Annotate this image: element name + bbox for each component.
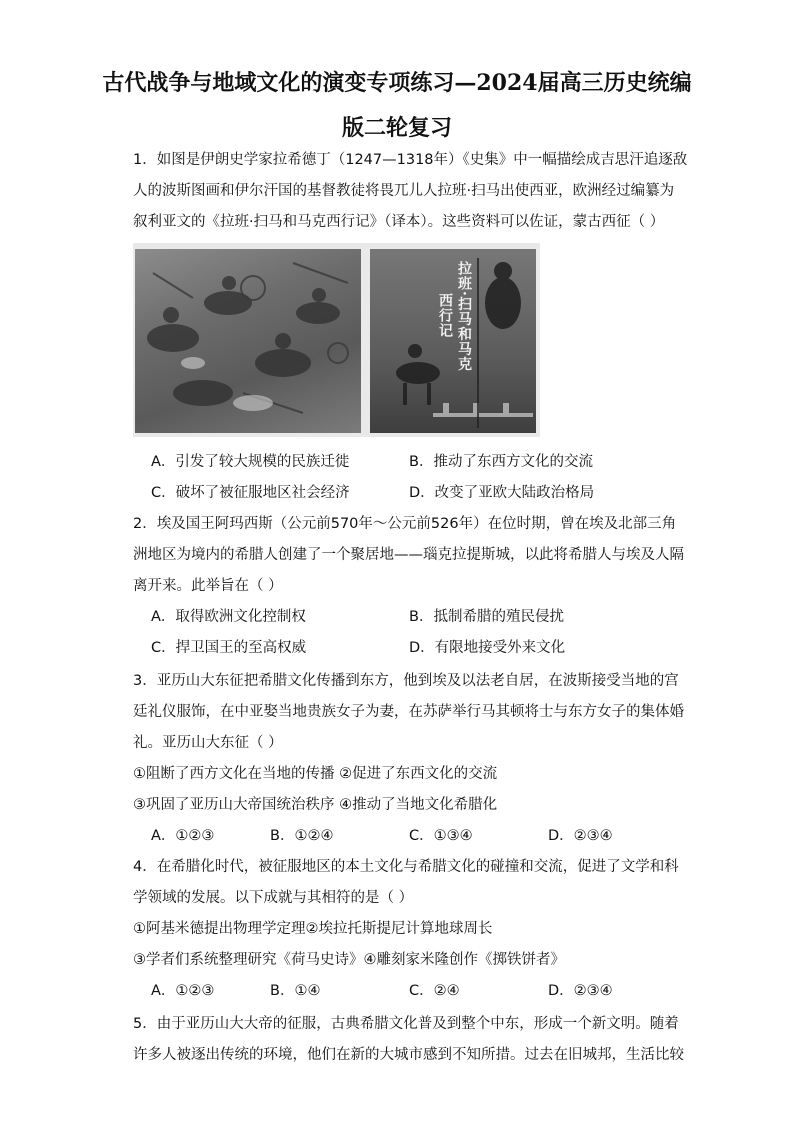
q4-item-line2: ③学者们系统整理研究《荷马史诗》④雕刻家米隆创作《掷铁饼者》 (133, 952, 565, 968)
q4-item-line1: ①阿基米德提出物理学定理②埃拉托斯提尼计算地球周长 (133, 921, 493, 937)
q2-option-d[interactable]: D．有限地接受外来文化 (409, 640, 566, 656)
q5-stem-line2: 许多人被逐出传统的环境，他们在新的大城市感到不知所措。过去在旧城邦，生活比较 (133, 1047, 684, 1063)
q1-option-c[interactable]: C．破坏了被征服地区社会经济 (151, 485, 350, 501)
q4-option-c[interactable]: C．②④ (409, 983, 460, 999)
q4-option-a[interactable]: A．①②③ (151, 983, 215, 999)
q3-stem-line2: 廷礼仪服饰，在中亚娶当地贵族女子为妻，在苏萨举行马其顿将士与东方女子的集体婚 (133, 704, 684, 720)
q2-option-c[interactable]: C．捍卫国王的至高权威 (151, 640, 307, 656)
figure-illustration (133, 243, 540, 437)
q3-stem-line1: 3．亚历山大东征把希腊文化传播到东方，他到埃及以法老自居，在波斯接受当地的宫 (133, 673, 679, 689)
book-title-column-1: 拉班·扫马和马克 (456, 261, 472, 372)
q1-figure (133, 243, 540, 437)
q4-option-b[interactable]: B．①④ (270, 983, 321, 999)
q1-option-a[interactable]: A．引发了较大规模的民族迁徙 (151, 454, 350, 470)
q3-option-a[interactable]: A．①②③ (151, 828, 215, 844)
q2-stem-line2: 洲地区为境内的希腊人创建了一个聚居地——瑙克拉提斯城，以此将希腊人与埃及人隔 (133, 547, 684, 563)
q1-option-b[interactable]: B．推动了东西方文化的交流 (409, 454, 593, 470)
q2-stem-line3: 离开来。此举旨在（ ） (133, 578, 283, 594)
book-title-column-2: 西行记 (437, 293, 453, 338)
q4-option-d[interactable]: D．②③④ (548, 983, 613, 999)
q2-option-b[interactable]: B．抵制希腊的殖民侵扰 (409, 609, 564, 625)
q3-option-c[interactable]: C．①③④ (409, 828, 473, 844)
q1-option-d[interactable]: D．改变了亚欧大陆政治格局 (409, 485, 595, 501)
q3-item-line1: ①阻断了西方文化在当地的传播 ②促进了东西文化的交流 (133, 766, 498, 782)
doc-title-line2: 版二轮复习 (341, 115, 452, 141)
q1-stem-line1: 1．如图是伊朗史学家拉希德丁（1247—1318年）《史集》中一幅描绘成吉思汗追逐敌 (133, 152, 688, 168)
q3-item-line2: ③巩固了亚历山大帝国统治秩序 ④推动了当地文化希腊化 (133, 797, 498, 813)
q4-stem-line1: 4．在希腊化时代，被征服地区的本土文化与希腊文化的碰撞和交流，促进了文学和科 (133, 859, 679, 875)
q3-option-b[interactable]: B．①②④ (270, 828, 334, 844)
q2-option-a[interactable]: A．取得欧洲文化控制权 (151, 609, 306, 625)
q3-option-d[interactable]: D．②③④ (548, 828, 613, 844)
q4-stem-line2: 学领域的发展。以下成就与其相符的是（ ） (133, 890, 414, 906)
q1-stem-line3: 叙利亚文的《拉班·扫马和马克西行记》（译本）。这些资料可以佐证，蒙古西征（ ） (133, 214, 665, 230)
q2-stem-line1: 2．埃及国王阿玛西斯（公元前570年～公元前526年）在位时期，曾在埃及北部三角 (133, 516, 677, 532)
q1-stem-line2: 人的波斯图画和伊尔汗国的基督教徒将畏兀儿人拉班·扫马出使西亚，欧洲经过编纂为 (133, 183, 675, 199)
doc-title-line1: 古代战争与地域文化的演变专项练习—2024届高三历史统编 (102, 70, 692, 96)
q3-stem-line3: 礼。亚历山大东征（ ） (133, 735, 283, 751)
q5-stem-line1: 5．由于亚历山大大帝的征服，古典希腊文化普及到整个中东，形成一个新文明。随着 (133, 1016, 679, 1032)
